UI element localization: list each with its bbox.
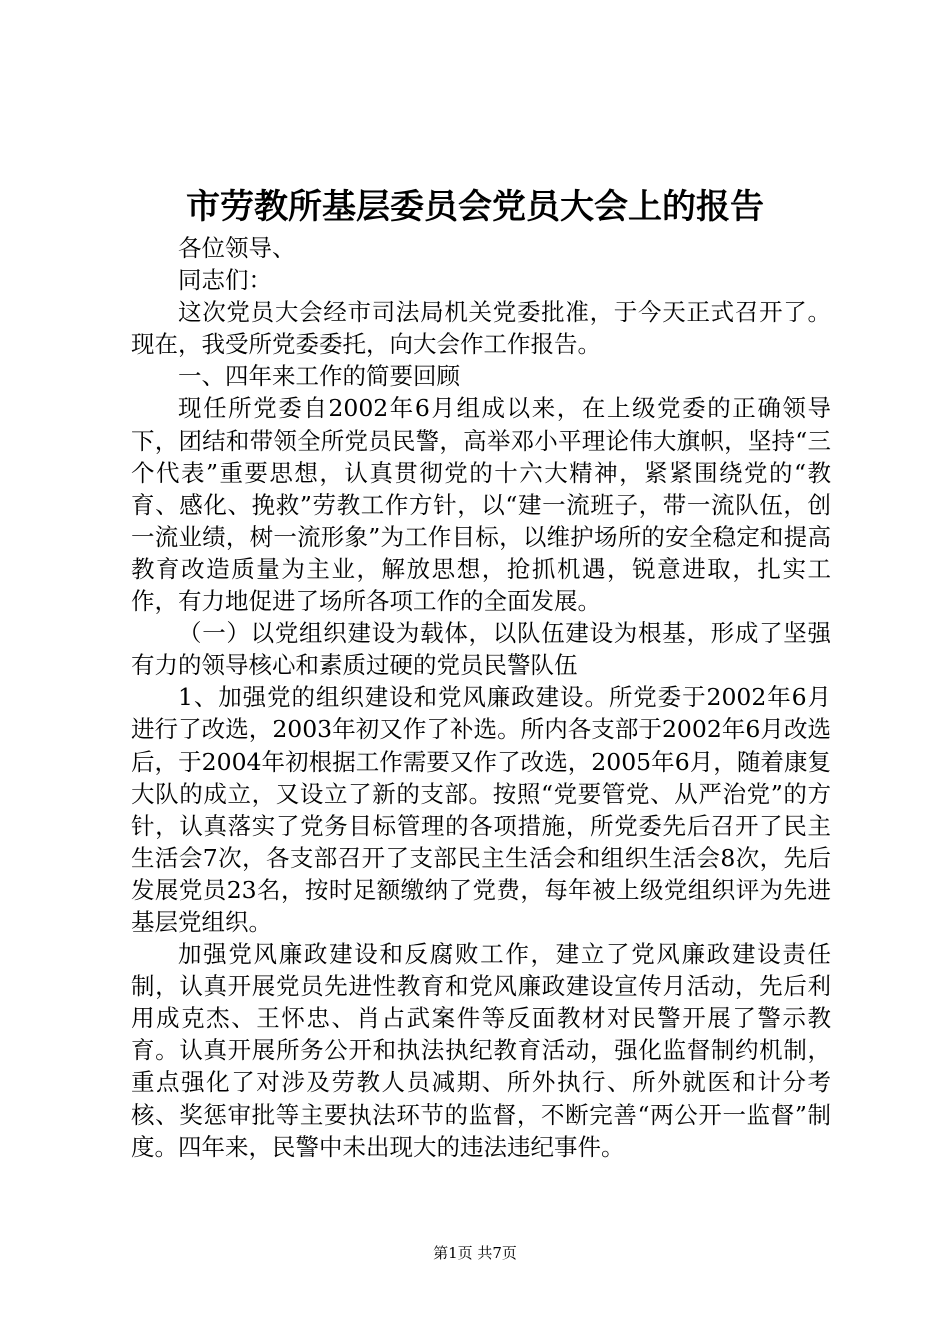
salutation-leaders: 各位领导、 bbox=[178, 234, 296, 262]
review-paragraph: 现任所党委自2002年6月组成以来，在上级党委的正确领导下，团结和带领全所党员民警，高举邓小平理论伟大旗帜，坚持“三个代表”重要思想，认真贯彻党的十六大精神，紧紧围绕党的“教育、感化、挽救”劳教工作方针，以“建一流班子，带一流队伍，创一流业绩，树一流形象”为工作目标，以维护场所的安全稳定和提高教育改造质量为主业，解放思想，抢抓机遇，锐意进取，扎实工作，有力地促进了场所各项工作的全面发展。 bbox=[131, 394, 831, 616]
subsection-heading-one: （一）以党组织建设为载体，以队伍建设为根基，形成了坚强有力的领导核心和素质过硬的党员民警队伍 bbox=[131, 619, 831, 680]
document-title: 市劳教所基层委员会党员大会上的报告 bbox=[186, 187, 764, 227]
page-footer: 第1页 共7页 bbox=[433, 1244, 517, 1262]
opening-paragraph: 这次党员大会经市司法局机关党委批准，于今天正式召开了。现在，我受所党委委托，向大会作工作报告。 bbox=[131, 298, 831, 359]
document-body bbox=[131, 232, 831, 1163]
salutation-comrades: 同志们： bbox=[178, 266, 272, 295]
anticorruption-paragraph: 加强党风廉政建设和反腐败工作，建立了党风廉政建设责任制，认真开展党员先进性教育和党风廉政建设宣传月活动，先后利用成克杰、王怀忠、肖占武案件等反面教材对民警开展了警示教育。认真开展所务公开和执法执纪教育活动，强化监督制约机制，重点强化了对涉及劳教人员减期、所外执行、所外就医和计分考核、奖惩审批等主要执法环节的监督，不断完善“两公开一监督”制度。四年来，民警中未出现大的违法违纪事件。 bbox=[131, 940, 831, 1161]
section-heading-review: 一、四年来工作的简要回顾 bbox=[178, 362, 460, 391]
item-one-paragraph: 1、加强党的组织建设和党风廉政建设。所党委于2002年6月进行了改选，2003年初又作了补选。所内各支部于2002年6月改选后，于2004年初根据工作需要又作了改选，2005年6月，随着康复大队的成立，又设立了新的支部。按照“党要管党、从严治党”的方针，认真落实了党务目标管理的各项措施，所党委先后召开了民主生活会7次，各支部召开了支部民主生活会和组织生活会8次，先后发展党员23名，按时足额缴纳了党费，每年被上级党组织评为先进基层党组织。 bbox=[131, 683, 831, 936]
